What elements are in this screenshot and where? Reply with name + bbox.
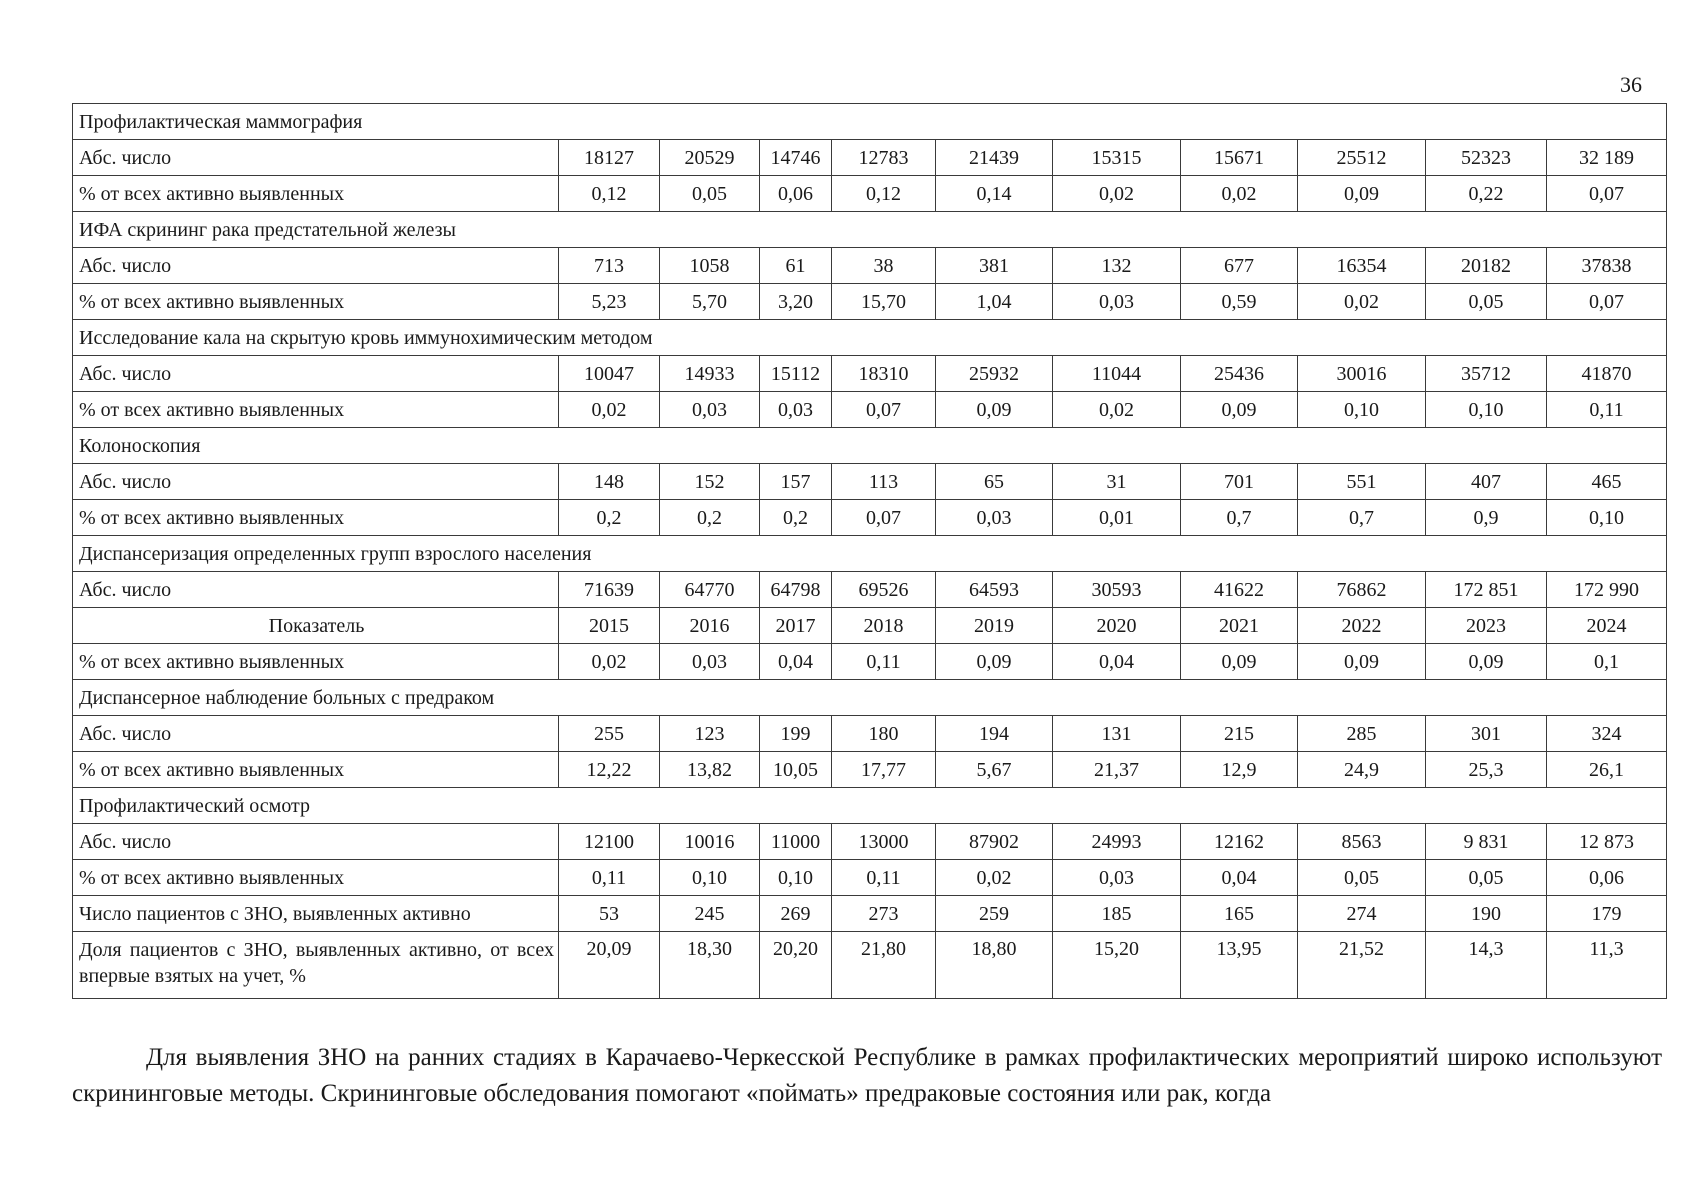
table-cell: 0,02 (1053, 392, 1181, 428)
table-cell: 0,05 (1298, 860, 1426, 896)
table-cell: 41622 (1181, 572, 1298, 608)
table-cell: 0,07 (832, 392, 936, 428)
patients-row (73, 896, 1667, 932)
table-cell: 20,09 (559, 932, 660, 999)
table-cell: 0,2 (559, 500, 660, 536)
table-cell: 15315 (1053, 140, 1181, 176)
table-cell: 37838 (1547, 248, 1667, 284)
table-cell: 1,04 (936, 284, 1053, 320)
table-cell: 2015 (559, 608, 660, 644)
row-label: % от всех активно выявленных (73, 752, 559, 788)
table-cell: 5,23 (559, 284, 660, 320)
table-cell: 0,01 (1053, 500, 1181, 536)
table-cell: 0,09 (936, 644, 1053, 680)
table-cell: 255 (559, 716, 660, 752)
table-cell: 12783 (832, 140, 936, 176)
row-label: Абс. число (73, 716, 559, 752)
table-cell: 25512 (1298, 140, 1426, 176)
table-cell: 0,10 (1426, 392, 1547, 428)
table-cell: 64798 (760, 572, 832, 608)
table-cell: 0,11 (832, 860, 936, 896)
abs-row (73, 464, 1667, 500)
abs-row (73, 140, 1667, 176)
section-header-row (73, 320, 1667, 356)
table-cell: 269 (760, 896, 832, 932)
table-cell: 13000 (832, 824, 936, 860)
table-cell: 10016 (660, 824, 760, 860)
table-cell: 15,70 (832, 284, 936, 320)
row-label: Абс. число (73, 140, 559, 176)
table-cell: 2020 (1053, 608, 1181, 644)
table-cell: 215 (1181, 716, 1298, 752)
share-row (73, 932, 1667, 999)
row-label: Абс. число (73, 824, 559, 860)
table-cell: 113 (832, 464, 936, 500)
table-cell: 165 (1181, 896, 1298, 932)
section-header-row (73, 788, 1667, 824)
section-title: Диспансеризация определенных групп взрослого населения (73, 536, 1667, 572)
table-cell: 0,03 (660, 644, 760, 680)
table-cell: 131 (1053, 716, 1181, 752)
table-cell: 0,2 (660, 500, 760, 536)
abs-row (73, 248, 1667, 284)
table-cell: 11,3 (1547, 932, 1667, 999)
table-cell: 15671 (1181, 140, 1298, 176)
table-cell: 152 (660, 464, 760, 500)
table-cell: 2016 (660, 608, 760, 644)
table-cell: 25436 (1181, 356, 1298, 392)
section-title: ИФА скрининг рака предстательной железы (73, 212, 1667, 248)
table-cell: 21,52 (1298, 932, 1426, 999)
table-cell: 0,04 (760, 644, 832, 680)
screening-statistics-table (72, 103, 1667, 999)
table-cell: 15112 (760, 356, 832, 392)
table-cell: 14,3 (1426, 932, 1547, 999)
table-cell: 0,09 (1181, 392, 1298, 428)
percent-row (73, 860, 1667, 896)
table-cell: 245 (660, 896, 760, 932)
table-cell: 12 873 (1547, 824, 1667, 860)
table-cell: 21,37 (1053, 752, 1181, 788)
page-number: 36 (1620, 72, 1642, 97)
table-cell: 0,02 (559, 644, 660, 680)
table-cell: 12162 (1181, 824, 1298, 860)
table-cell: 0,05 (1426, 284, 1547, 320)
row-label: Абс. число (73, 572, 559, 608)
table-cell: 0,03 (660, 392, 760, 428)
table-cell: 12,22 (559, 752, 660, 788)
table-cell: 24,9 (1298, 752, 1426, 788)
table-cell: 3,20 (760, 284, 832, 320)
table-cell: 0,14 (936, 176, 1053, 212)
row-label: Доля пациентов с ЗНО, выявленных активно, от всех впервые взятых на учет, % (73, 932, 559, 999)
table-cell: 381 (936, 248, 1053, 284)
table-cell: 0,09 (1298, 176, 1426, 212)
row-label: Абс. число (73, 248, 559, 284)
table-cell: 76862 (1298, 572, 1426, 608)
table-cell: 179 (1547, 896, 1667, 932)
table-cell: 551 (1298, 464, 1426, 500)
table-cell: 14746 (760, 140, 832, 176)
table-cell: 38 (832, 248, 936, 284)
table-cell: 53 (559, 896, 660, 932)
table-cell: 0,10 (1547, 500, 1667, 536)
row-label: Абс. число (73, 464, 559, 500)
section-header-row (73, 104, 1667, 140)
abs-row (73, 824, 1667, 860)
table-cell: 285 (1298, 716, 1426, 752)
table-cell: 259 (936, 896, 1053, 932)
table-cell: 0,07 (832, 500, 936, 536)
years-header-row (73, 608, 1667, 644)
table-cell: 0,7 (1298, 500, 1426, 536)
row-label: % от всех активно выявленных (73, 500, 559, 536)
table-cell: 407 (1426, 464, 1547, 500)
table-cell: 0,10 (660, 860, 760, 896)
table-cell: 61 (760, 248, 832, 284)
table-cell: 199 (760, 716, 832, 752)
row-label: % от всех активно выявленных (73, 392, 559, 428)
table-cell: 2022 (1298, 608, 1426, 644)
table-cell: 2019 (936, 608, 1053, 644)
table-cell: 18127 (559, 140, 660, 176)
table-cell: 713 (559, 248, 660, 284)
table-cell: 0,04 (1181, 860, 1298, 896)
table-cell: 0,7 (1181, 500, 1298, 536)
table-cell: 13,95 (1181, 932, 1298, 999)
table-cell: 0,03 (936, 500, 1053, 536)
table-cell: 0,02 (1053, 176, 1181, 212)
table-cell: 2017 (760, 608, 832, 644)
table-cell: 24993 (1053, 824, 1181, 860)
table-cell: 148 (559, 464, 660, 500)
table-cell: 41870 (1547, 356, 1667, 392)
table-cell: 0,10 (1298, 392, 1426, 428)
table-cell: 157 (760, 464, 832, 500)
table-cell: 0,11 (1547, 392, 1667, 428)
table-cell: 21,80 (832, 932, 936, 999)
table-cell: 701 (1181, 464, 1298, 500)
table-cell: 8563 (1298, 824, 1426, 860)
table-cell: 0,09 (1426, 644, 1547, 680)
table-cell: 1058 (660, 248, 760, 284)
percent-row (73, 644, 1667, 680)
table-cell: 0,09 (1298, 644, 1426, 680)
percent-row (73, 752, 1667, 788)
table-cell: 31 (1053, 464, 1181, 500)
row-label: Показатель (73, 608, 559, 644)
row-label: % от всех активно выявленных (73, 284, 559, 320)
table-cell: 20529 (660, 140, 760, 176)
section-header-row (73, 428, 1667, 464)
table-cell: 65 (936, 464, 1053, 500)
table-cell: 18,80 (936, 932, 1053, 999)
row-label: % от всех активно выявленных (73, 644, 559, 680)
table-cell: 0,11 (832, 644, 936, 680)
table-cell: 0,02 (559, 392, 660, 428)
table-cell: 0,9 (1426, 500, 1547, 536)
table-cell: 10,05 (760, 752, 832, 788)
section-title: Профилактическая маммография (73, 104, 1667, 140)
table-cell: 0,06 (760, 176, 832, 212)
table-cell: 52323 (1426, 140, 1547, 176)
abs-row (73, 716, 1667, 752)
section-title: Диспансерное наблюдение больных с предраком (73, 680, 1667, 716)
table-cell: 0,10 (760, 860, 832, 896)
row-label: % от всех активно выявленных (73, 176, 559, 212)
table-cell: 123 (660, 716, 760, 752)
section-title: Колоноскопия (73, 428, 1667, 464)
table-cell: 677 (1181, 248, 1298, 284)
table-cell: 16354 (1298, 248, 1426, 284)
table-cell: 5,70 (660, 284, 760, 320)
table-cell: 0,02 (936, 860, 1053, 896)
table-cell: 172 990 (1547, 572, 1667, 608)
section-header-row (73, 212, 1667, 248)
table-cell: 18310 (832, 356, 936, 392)
table-cell: 0,12 (832, 176, 936, 212)
table-cell: 324 (1547, 716, 1667, 752)
section-header-row (73, 680, 1667, 716)
table-cell: 0,03 (760, 392, 832, 428)
table-cell: 194 (936, 716, 1053, 752)
table-cell: 0,02 (1298, 284, 1426, 320)
table-cell: 11000 (760, 824, 832, 860)
table-cell: 0,07 (1547, 284, 1667, 320)
table-cell: 71639 (559, 572, 660, 608)
row-label: Число пациентов с ЗНО, выявленных активно (73, 896, 559, 932)
table-cell: 2021 (1181, 608, 1298, 644)
table-cell: 132 (1053, 248, 1181, 284)
table-cell: 25,3 (1426, 752, 1547, 788)
table-cell: 190 (1426, 896, 1547, 932)
table-cell: 0,59 (1181, 284, 1298, 320)
table-cell: 0,06 (1547, 860, 1667, 896)
table-cell: 12,9 (1181, 752, 1298, 788)
table-cell: 0,22 (1426, 176, 1547, 212)
table-cell: 64770 (660, 572, 760, 608)
table-cell: 0,03 (1053, 860, 1181, 896)
table-cell: 26,1 (1547, 752, 1667, 788)
table-cell: 0,05 (660, 176, 760, 212)
table-cell: 20,20 (760, 932, 832, 999)
table-cell: 15,20 (1053, 932, 1181, 999)
table-cell: 25932 (936, 356, 1053, 392)
table-cell: 0,12 (559, 176, 660, 212)
table-cell: 0,04 (1053, 644, 1181, 680)
percent-row (73, 176, 1667, 212)
table-cell: 13,82 (660, 752, 760, 788)
table-cell: 465 (1547, 464, 1667, 500)
table-cell: 20182 (1426, 248, 1547, 284)
table-cell: 5,67 (936, 752, 1053, 788)
table-cell: 10047 (559, 356, 660, 392)
table-cell: 9 831 (1426, 824, 1547, 860)
percent-row (73, 500, 1667, 536)
table-cell: 14933 (660, 356, 760, 392)
table-cell: 185 (1053, 896, 1181, 932)
section-title: Исследование кала на скрытую кровь иммунохимическим методом (73, 320, 1667, 356)
table-cell: 30016 (1298, 356, 1426, 392)
table-cell: 0,07 (1547, 176, 1667, 212)
table-cell: 273 (832, 896, 936, 932)
table-cell: 0,2 (760, 500, 832, 536)
table-cell: 18,30 (660, 932, 760, 999)
percent-row (73, 392, 1667, 428)
table-cell: 17,77 (832, 752, 936, 788)
table-cell: 2018 (832, 608, 936, 644)
table-cell: 69526 (832, 572, 936, 608)
table-cell: 32 189 (1547, 140, 1667, 176)
table-cell: 0,09 (1181, 644, 1298, 680)
table-cell: 0,05 (1426, 860, 1547, 896)
table-cell: 30593 (1053, 572, 1181, 608)
table-cell: 87902 (936, 824, 1053, 860)
section-header-row (73, 536, 1667, 572)
table-cell: 274 (1298, 896, 1426, 932)
table-cell: 64593 (936, 572, 1053, 608)
table-cell: 0,03 (1053, 284, 1181, 320)
table-cell: 0,02 (1181, 176, 1298, 212)
table-cell: 301 (1426, 716, 1547, 752)
table-cell: 11044 (1053, 356, 1181, 392)
table-cell: 35712 (1426, 356, 1547, 392)
table-cell: 0,11 (559, 860, 660, 896)
table-cell: 172 851 (1426, 572, 1547, 608)
abs-row (73, 356, 1667, 392)
table-cell: 21439 (936, 140, 1053, 176)
table-cell: 12100 (559, 824, 660, 860)
table-cell: 2024 (1547, 608, 1667, 644)
body-paragraph: Для выявления ЗНО на ранних стадиях в Карачаево-Черкесской Республике в рамках профилактических мероприятий широко используют скрининговые методы. Скрининговые обследования помогают «поймать» предраковые состояния или рак, когда (72, 1044, 1662, 1107)
table-cell: 180 (832, 716, 936, 752)
percent-row (73, 284, 1667, 320)
section-title: Профилактический осмотр (73, 788, 1667, 824)
abs-row (73, 572, 1667, 608)
row-label: % от всех активно выявленных (73, 860, 559, 896)
table-cell: 2023 (1426, 608, 1547, 644)
table-cell: 0,1 (1547, 644, 1667, 680)
row-label: Абс. число (73, 356, 559, 392)
table-cell: 0,09 (936, 392, 1053, 428)
